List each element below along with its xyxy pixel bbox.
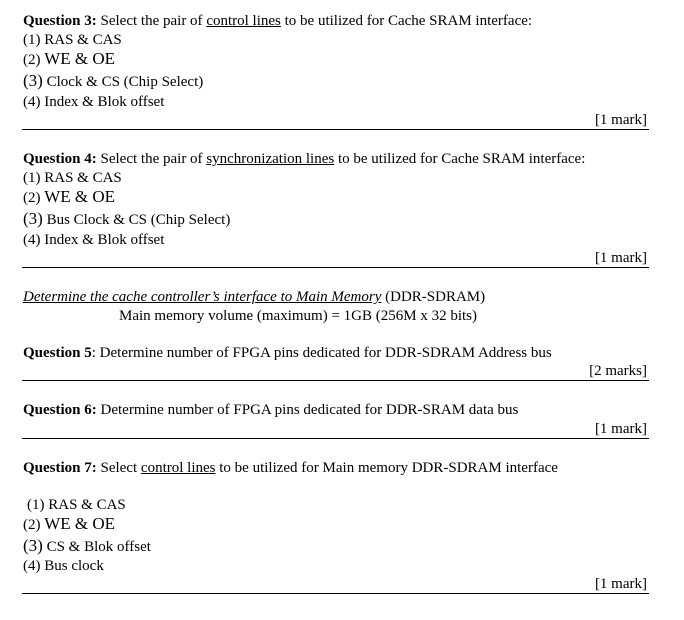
question-7-option-2 <box>23 515 115 534</box>
question-4-option-3 <box>23 210 230 229</box>
question-6-text: Determine number of FPGA pins dedicated for DDR-SRAM data bus <box>96 402 519 418</box>
divider <box>22 438 649 439</box>
question-5-mark: [2 marks] <box>589 363 647 379</box>
divider <box>22 380 649 381</box>
question-4-keyword: synchronization lines <box>206 151 335 167</box>
question-4-text-pre: Select the pair of <box>96 151 207 167</box>
question-3-option-3-num: (3) <box>23 71 43 90</box>
question-3-option-3-text: Clock & CS (Chip Select) <box>42 74 204 90</box>
divider <box>22 593 649 594</box>
question-3-text-pre: Select the pair of <box>96 13 207 29</box>
section-heading-title: Determine the cache controller’s interface to Main Memory <box>23 289 382 305</box>
question-4-option-4: (4) Index & Blok offset <box>23 232 165 248</box>
question-3-option-2 <box>23 50 115 69</box>
question-7-keyword: control lines <box>140 460 216 476</box>
question-7-label: Question 7: <box>23 460 97 476</box>
question-3-option-4: (4) Index & Blok offset <box>23 94 165 110</box>
question-3-option-2-num: (2) <box>23 52 45 68</box>
question-7-text-post: to be utilized for Main memory DDR-SDRAM interface <box>215 460 558 476</box>
question-3-prompt <box>23 12 532 30</box>
question-3-mark: [1 mark] <box>594 112 647 128</box>
question-4-option-2-num: (2) <box>23 190 45 206</box>
divider <box>22 267 649 268</box>
memory-volume: Main memory volume (maximum) = 1GB (256M x 32 bits) <box>119 308 478 324</box>
question-7-prompt <box>23 459 558 477</box>
question-7-option-3-text: CS & Blok offset <box>42 539 151 555</box>
question-7-option-3 <box>23 537 151 556</box>
question-3-label: Question 3: <box>23 13 97 29</box>
question-6-prompt <box>23 401 518 419</box>
question-3-option-1: (1) RAS & CAS <box>23 32 122 48</box>
section-heading-suffix: (DDR-SDRAM) <box>381 289 486 305</box>
question-4-prompt <box>23 150 585 168</box>
question-6-mark: [1 mark] <box>594 421 647 437</box>
question-7-option-3-num: (3) <box>23 536 43 555</box>
question-5-label: Question 5 <box>23 345 92 361</box>
question-4-option-2 <box>23 188 115 207</box>
question-6-label: Question 6: <box>23 402 97 418</box>
section-heading <box>23 288 485 306</box>
question-5-prompt <box>23 344 552 362</box>
question-3-text-post: to be utilized for Cache SRAM interface: <box>280 13 533 29</box>
question-4-option-2-text: WE & OE <box>44 187 116 206</box>
question-3-option-3 <box>23 72 203 91</box>
question-4-option-3-text: Bus Clock & CS (Chip Select) <box>42 212 231 228</box>
question-4-mark: [1 mark] <box>594 250 647 266</box>
divider <box>22 129 649 130</box>
question-4-option-1: (1) RAS & CAS <box>23 170 122 186</box>
question-7-option-2-num: (2) <box>23 517 45 533</box>
question-4-option-3-num: (3) <box>23 209 43 228</box>
question-7-option-4: (4) Bus clock <box>23 558 104 574</box>
question-7-option-1: (1) RAS & CAS <box>27 497 126 513</box>
question-7-text-pre: Select <box>96 460 141 476</box>
question-3-option-2-text: WE & OE <box>44 49 116 68</box>
question-7-option-2-text: WE & OE <box>44 514 116 533</box>
question-5-text: : Determine number of FPGA pins dedicated for DDR-SDRAM Address bus <box>91 345 552 361</box>
question-3-keyword: control lines <box>206 13 281 29</box>
question-4-label: Question 4: <box>23 151 97 167</box>
question-4-text-post: to be utilized for Cache SRAM interface: <box>334 151 586 167</box>
question-7-mark: [1 mark] <box>594 576 647 592</box>
